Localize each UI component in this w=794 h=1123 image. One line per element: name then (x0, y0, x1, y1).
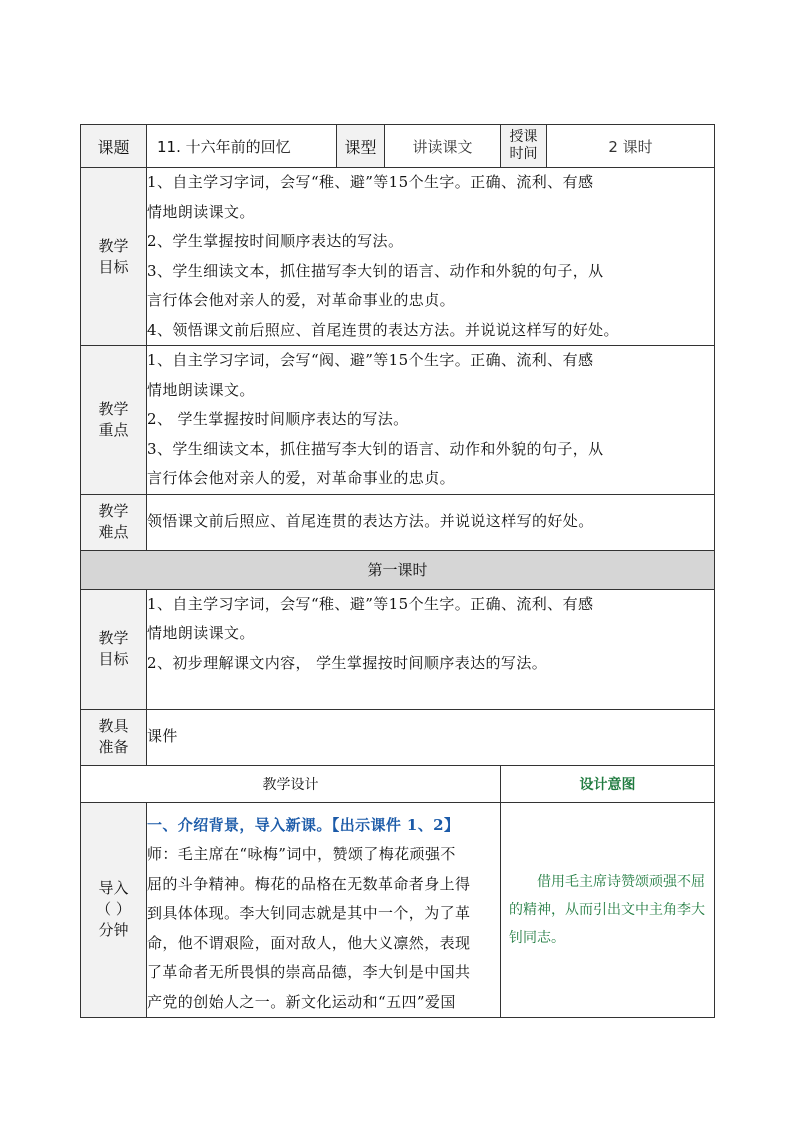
intro-line: 命，他不谓艰险，面对敌人，他大义凛然，表现 (147, 933, 471, 952)
materials-content (147, 709, 715, 765)
difficulties-label: 教学 难点 (81, 494, 147, 550)
header-row (81, 125, 715, 168)
intro-row (81, 802, 715, 1018)
intro-line: 了革命者无所畏惧的崇高品德，李大钊是中国共 (147, 963, 471, 981)
key-points-line: 情地朗读课文。 (147, 380, 255, 399)
key-points-row (81, 346, 715, 495)
section-row (81, 550, 715, 589)
key-points-content (147, 346, 715, 495)
type-value: 讲读课文 (385, 125, 501, 168)
difficulties-row (81, 494, 715, 550)
type-label: 课型 (337, 125, 385, 168)
materials-label: 教具 准备 (81, 709, 147, 765)
key-points-label: 教学 重点 (81, 346, 147, 495)
difficulties-content (147, 494, 715, 550)
goals-line: 1、自主学习字词，会写“稚、避”等15个生字。正确、流利、有感 (147, 173, 594, 191)
lesson-goals-line: 2、初步理解课文内容， 学生掌握按时间顺序表达的写法。 (147, 653, 548, 672)
goals-line: 情地朗读课文。 (147, 202, 255, 221)
intro-label: 导入 （ ） 分钟 (81, 802, 147, 1018)
intro-line: 师：毛主席在“咏梅”词中，赞颂了梅花顽强不 (147, 845, 456, 863)
key-points-line: 1、自主学习字词，会写“阀、避”等15个生字。正确、流利、有感 (147, 351, 594, 369)
goals-line: 言行体会他对亲人的爱，对革命事业的忠贞。 (147, 291, 456, 309)
intro-content (147, 802, 501, 1018)
goals-line: 4、领悟课文前后照应、首尾连贯的表达方法。并说说这样写的好处。 (147, 320, 619, 339)
goals-content (147, 168, 715, 346)
design-header: 教学设计 (81, 765, 501, 802)
intro-line: 产党的创始人之一。新文化运动和“五四”爱国 (147, 992, 456, 1011)
time-label: 授课 时间 (501, 125, 547, 168)
intro-line: 到具体体现。李大钊同志就是其中一个，为了革 (147, 904, 471, 922)
intro-line: 屈的斗争精神。梅花的品格在无数革命者身上得 (147, 874, 471, 893)
intro-intent-note: 借用毛主席诗赞颂顽强不屈的精神，从而引出文中主角李大钊同志。 (501, 802, 715, 1018)
lesson-plan-table (80, 124, 715, 1018)
key-points-line: 2、 学生掌握按时间顺序表达的写法。 (147, 410, 409, 428)
section-title: 第一课时 (81, 550, 715, 589)
design-header-row (81, 765, 715, 802)
materials-text: 课件 (147, 727, 178, 746)
topic-value: 11. 十六年前的回忆 (147, 125, 337, 168)
lesson-goals-line: 1、自主学习字词，会写“稚、避”等15个生字。正确、流利、有感 (147, 594, 594, 613)
lesson-goals-content (147, 589, 715, 709)
lesson-goals-line: 情地朗读课文。 (147, 624, 255, 642)
goals-line: 2、学生掌握按时间顺序表达的写法。 (147, 232, 404, 250)
materials-row (81, 709, 715, 765)
goals-line: 3、学生细读文本，抓住描写李大钊的语言、动作和外貌的句子，从 (147, 261, 604, 280)
intro-heading: 一、介绍背景，导入新课。【出示课件 1、2】 (147, 815, 460, 834)
lesson-goals-label: 教学 目标 (81, 589, 147, 709)
topic-label: 课题 (81, 125, 147, 168)
goals-label: 教学 目标 (81, 168, 147, 346)
difficulties-text: 领悟课文前后照应、首尾连贯的表达方法。并说说这样写的好处。 (147, 512, 594, 531)
goals-row (81, 168, 715, 346)
key-points-line: 3、学生细读文本，抓住描写李大钊的语言、动作和外貌的句子，从 (147, 439, 604, 458)
intent-header: 设计意图 (501, 765, 715, 802)
time-value: 2 课时 (547, 125, 715, 168)
lesson-goals-row (81, 589, 715, 709)
key-points-line: 言行体会他对亲人的爱，对革命事业的忠贞。 (147, 469, 456, 487)
